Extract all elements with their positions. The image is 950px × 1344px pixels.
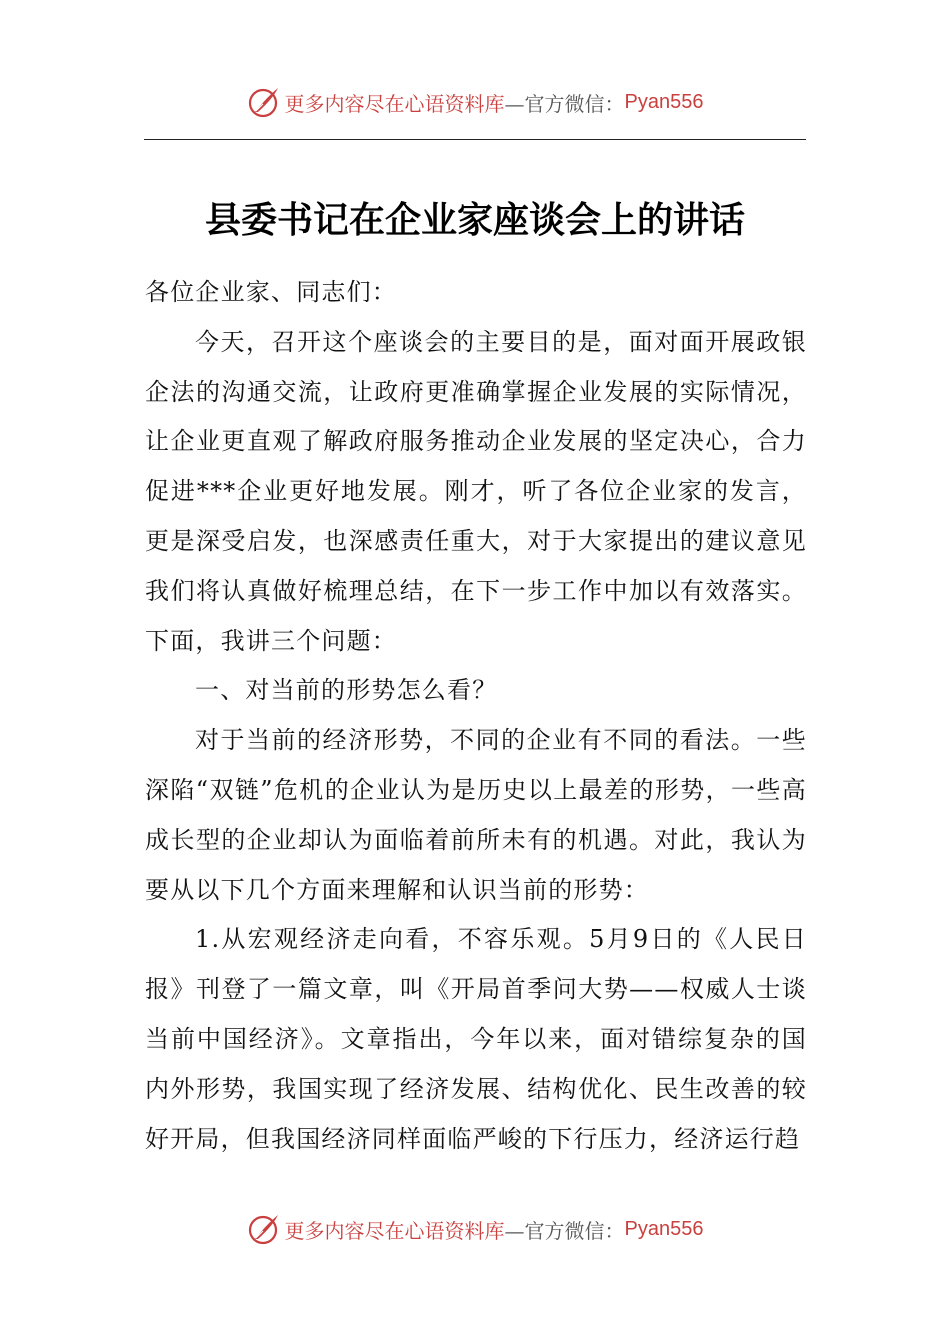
- footer-banner-title: 更多内容尽在心语资料库: [284, 1218, 505, 1243]
- paragraph-point-1: 1.从宏观经济走向看，不容乐观。5月9日的《人民日报》刊登了一篇文章，叫《开局首季问大势——权威人士谈当前中国经济》。文章指出，今年以来，面对错综复杂的国内外形势，我国实现了经济发展、结构优化、民生改善的较好开局，但我国经济同样面临严峻的下行压力，经济运行趋: [145, 925, 807, 1153]
- paragraph-situation: 对于当前的经济形势，不同的企业有不同的看法。一些深陷“双链”危机的企业认为是历史以上最差的形势，一些高成长型的企业却认为面临着前所未有的机遇。对此，我认为要从以下几个方面来理解和认识当前的形势：: [145, 726, 807, 904]
- salutation: 各位企业家、同志们：: [145, 278, 397, 306]
- document-title: 县委书记在企业家座谈会上的讲话: [204, 199, 745, 241]
- banner-title: 更多内容尽在心语资料库: [284, 91, 505, 116]
- footer-banner: [0, 1209, 950, 1249]
- document-body: [145, 268, 807, 1164]
- banner-wechat-label: —官方微信：: [504, 91, 625, 116]
- section-heading-1: 一、对当前的形势怎么看？: [195, 676, 498, 705]
- header-banner: [0, 82, 950, 122]
- footer-banner-wechat-id: Pyan556: [624, 1217, 704, 1240]
- header-divider: [144, 139, 806, 140]
- footer-banner-wechat-label: —官方微信：: [504, 1218, 625, 1243]
- quill-pen-logo-icon: [247, 1212, 281, 1246]
- banner-wechat-id: Pyan556: [624, 90, 704, 113]
- paragraph-intro: 今天，召开这个座谈会的主要目的是，面对面开展政银企法的沟通交流，让政府更准确掌握企业发展的实际情况，让企业更直观了解政府服务推动企业发展的坚定决心，合力促进***企业更好地发展。刚才，听了各位企业家的发言，更是深受启发，也深感责任重大，对于大家提出的建议意见我们将认真做好梳理总结，在下一步工作中加以有效落实。下面，我讲三个问题：: [145, 327, 807, 655]
- quill-pen-logo-icon: [247, 85, 281, 119]
